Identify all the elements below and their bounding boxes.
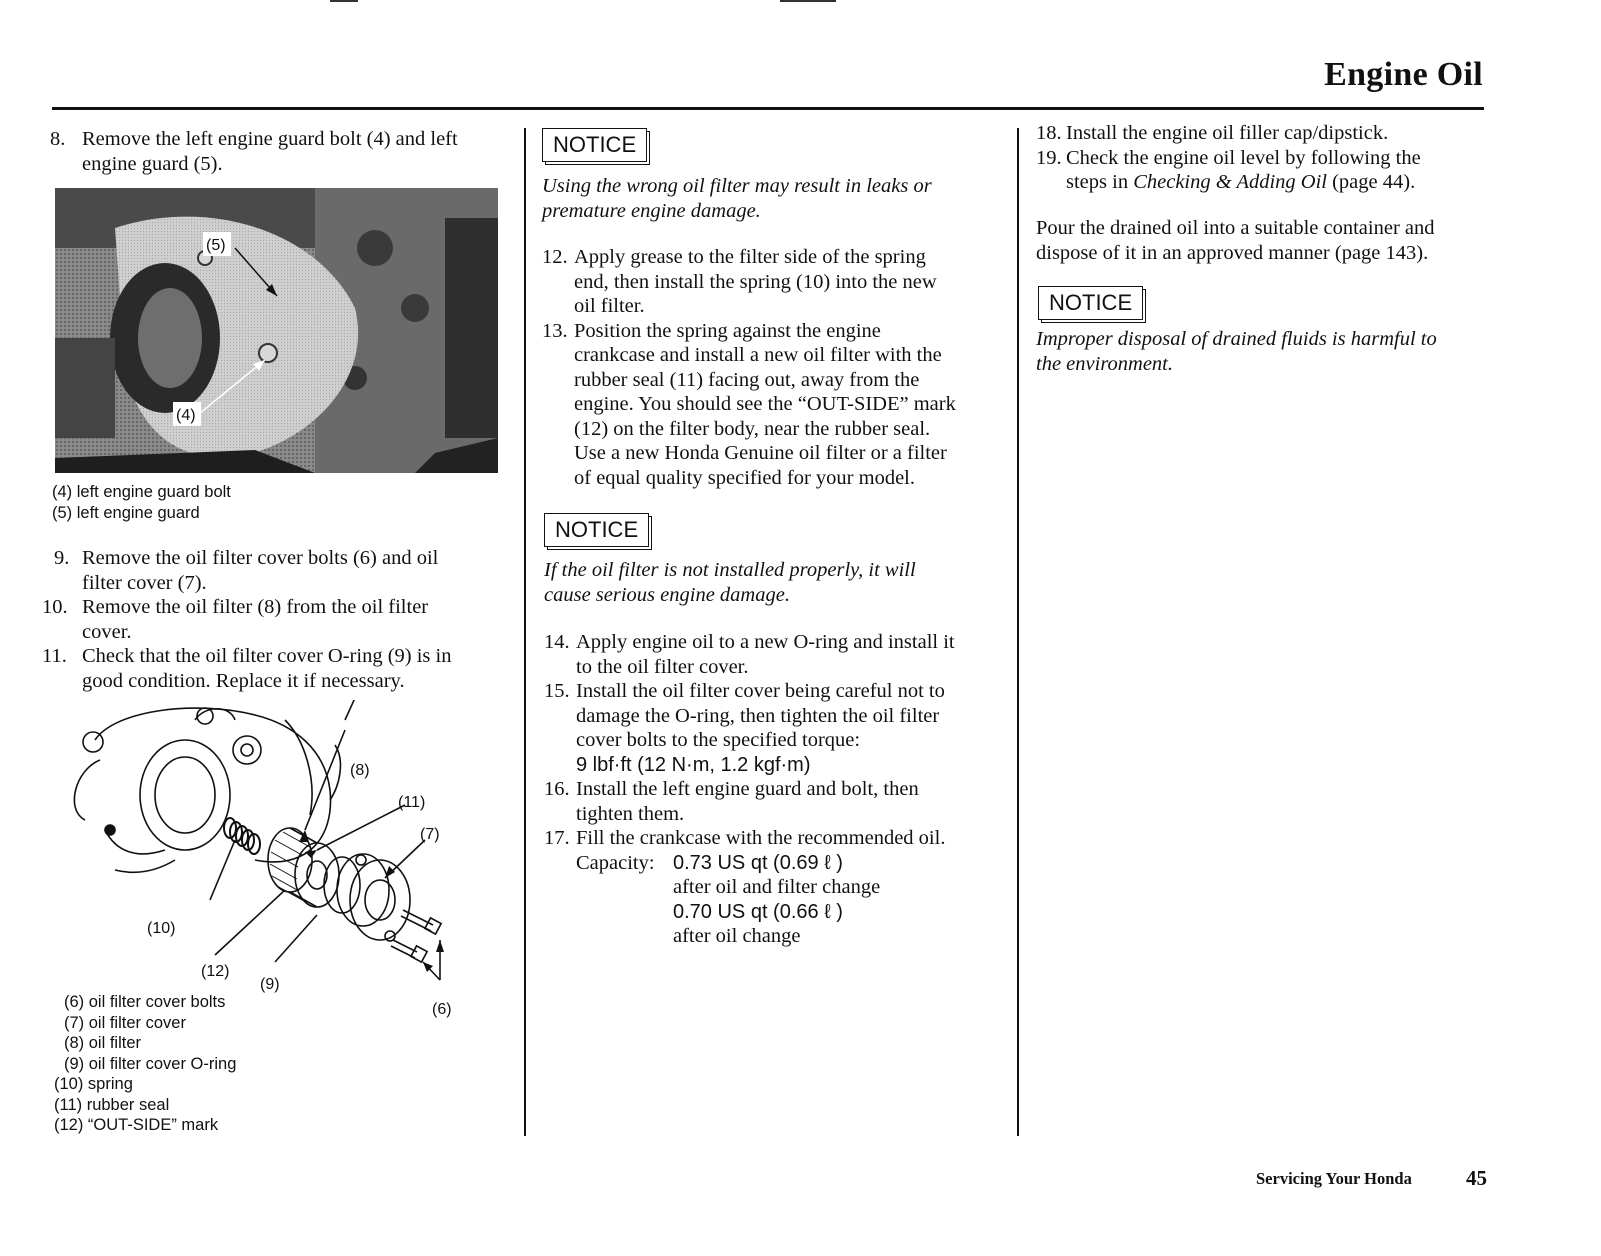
step-text: Install the oil filter cover being careful not to bbox=[576, 680, 945, 702]
steps-18-19 bbox=[1036, 121, 1496, 195]
torque-spec: 9 lbf·ft (12 N·m, 1.2 kgf·m) bbox=[576, 753, 811, 776]
engine-guard-photo-image bbox=[55, 188, 498, 473]
page-number: 45 bbox=[1466, 1166, 1487, 1190]
capacity-label: Capacity: bbox=[576, 851, 655, 874]
step-number: 17. bbox=[544, 827, 570, 849]
notice-label: NOTICE bbox=[1038, 286, 1143, 320]
step-text: Fill the crankcase with the recommended oil. bbox=[576, 827, 946, 849]
notice-text: Using the wrong oil filter may result in leaks or bbox=[542, 175, 932, 197]
notice-label: NOTICE bbox=[544, 513, 649, 547]
caption-item: (4) left engine guard bolt bbox=[52, 483, 231, 501]
step-8 bbox=[50, 127, 510, 176]
capacity-value-1: 0.73 US qt (0.69 ℓ ) bbox=[673, 851, 843, 874]
caption-item: (7) oil filter cover bbox=[64, 1013, 186, 1032]
step-number: 8. bbox=[50, 128, 66, 150]
capacity-value-2: 0.70 US qt (0.66 ℓ ) bbox=[673, 900, 843, 923]
steps-14-17 bbox=[544, 630, 1004, 949]
photo-label-4: (4) bbox=[176, 407, 196, 424]
notice-1 bbox=[542, 128, 647, 162]
notice-1-text bbox=[542, 174, 1002, 223]
header-rule bbox=[52, 107, 1484, 110]
step-number: 18. bbox=[1036, 122, 1062, 144]
step-text: end, then install the spring (10) into the new bbox=[574, 270, 937, 293]
step-text: Remove the oil filter (8) from the oil filter bbox=[82, 596, 429, 618]
step-text: engine. You should see the “OUT-SIDE” mark bbox=[574, 393, 956, 415]
notice-text: If the oil filter is not installed properly, it will bbox=[544, 559, 916, 581]
caption-item: (10) spring bbox=[54, 1075, 133, 1093]
step-text: oil filter. bbox=[574, 295, 645, 317]
notice-label: NOTICE bbox=[542, 128, 647, 162]
step-text: to the oil filter cover. bbox=[576, 655, 749, 678]
step-number: 11. bbox=[42, 645, 67, 667]
step-text bbox=[1066, 170, 1496, 195]
footer-section: Servicing Your Honda bbox=[1256, 1169, 1412, 1188]
step-number: 15. bbox=[544, 680, 570, 702]
step-text: engine guard (5). bbox=[82, 152, 223, 175]
caption-item: (12) “OUT-SIDE” mark bbox=[54, 1116, 219, 1134]
diagram-label-8: (8) bbox=[350, 762, 370, 779]
notice-3 bbox=[1038, 286, 1143, 320]
step-text: of equal quality specified for your model. bbox=[574, 466, 915, 489]
caption-item: (6) oil filter cover bolts bbox=[64, 993, 226, 1011]
step-text: damage the O-ring, then tighten the oil filter bbox=[576, 704, 940, 727]
caption-item: (5) left engine guard bbox=[52, 503, 200, 522]
step-text: Check that the oil filter cover O-ring (9) is in bbox=[82, 645, 452, 667]
step-number: 14. bbox=[544, 631, 570, 653]
photo-captions bbox=[52, 482, 492, 523]
notice-3-text bbox=[1036, 327, 1506, 376]
step-number: 9. bbox=[54, 547, 70, 569]
capacity-note-2: after oil change bbox=[673, 925, 801, 947]
step-text: filter cover (7). bbox=[82, 571, 207, 594]
caption-item: (9) oil filter cover O-ring bbox=[64, 1054, 237, 1073]
step-text: Position the spring against the engine bbox=[574, 319, 881, 342]
step-text: Remove the oil filter cover bolts (6) and oil bbox=[82, 547, 439, 569]
step-text: Install the engine oil filler cap/dipstick. bbox=[1066, 122, 1389, 144]
notice-2 bbox=[544, 513, 649, 547]
notice-text: Improper disposal of drained fluids is harmful to bbox=[1036, 328, 1437, 350]
diagram-label-7: (7) bbox=[420, 826, 440, 843]
capacity-note-1: after oil and filter change bbox=[673, 876, 881, 898]
diagram-label-6: (6) bbox=[432, 1001, 452, 1018]
step-text: Install the left engine guard and bolt, then bbox=[576, 778, 919, 800]
step-text: cover bolts to the specified torque: bbox=[576, 729, 861, 751]
step-text: Apply engine oil to a new O-ring and install it bbox=[576, 631, 955, 653]
step-number: 10. bbox=[42, 596, 68, 618]
step-text: crankcase and install a new oil filter with the bbox=[574, 344, 942, 366]
notice-text: the environment. bbox=[1036, 352, 1174, 375]
caption-item: (11) rubber seal bbox=[54, 1095, 170, 1114]
step-text: Use a new Honda Genuine oil filter or a filter bbox=[574, 442, 947, 464]
step-number: 19. bbox=[1036, 146, 1062, 169]
column-divider-2 bbox=[1017, 128, 1019, 1136]
diagram-label-10: (10) bbox=[147, 920, 176, 937]
oil-filter-diagram bbox=[55, 700, 500, 1030]
steps-9-11 bbox=[42, 546, 510, 693]
step-text: Remove the left engine guard bolt (4) and left bbox=[82, 128, 458, 150]
step-text-part: (page 44). bbox=[1326, 171, 1416, 193]
diagram-label-9: (9) bbox=[260, 976, 280, 993]
diagram-label-12: (12) bbox=[201, 963, 230, 980]
step-text: cover. bbox=[82, 620, 132, 643]
notice-text: premature engine damage. bbox=[542, 199, 761, 222]
scan-mark-left bbox=[330, 0, 358, 2]
photo-label-5: (5) bbox=[206, 237, 226, 254]
disposal-paragraph bbox=[1036, 216, 1506, 265]
step-text: (12) on the filter body, near the rubber seal. bbox=[574, 417, 931, 440]
notice-2-text bbox=[544, 558, 1004, 607]
oil-filter-exploded-view bbox=[55, 700, 500, 1030]
scan-mark-right bbox=[780, 0, 836, 2]
page-title: Engine Oil bbox=[1324, 56, 1483, 93]
step-number: 13. bbox=[542, 319, 568, 342]
caption-item: (8) oil filter bbox=[64, 1034, 142, 1052]
step-text-part: steps in bbox=[1066, 171, 1134, 193]
steps-12-13 bbox=[542, 245, 1002, 490]
step-text: tighten them. bbox=[576, 802, 685, 825]
page-reference-title: Checking & Adding Oil bbox=[1133, 171, 1327, 193]
notice-text: cause serious engine damage. bbox=[544, 583, 790, 606]
paragraph-line: dispose of it in an approved manner (page 143). bbox=[1036, 241, 1429, 264]
step-text: rubber seal (11) facing out, away from the bbox=[574, 368, 920, 391]
step-number: 16. bbox=[544, 778, 570, 800]
diagram-captions bbox=[54, 992, 354, 1136]
step-text: good condition. Replace it if necessary. bbox=[82, 669, 405, 692]
diagram-label-11: (11) bbox=[398, 794, 426, 811]
step-number: 12. bbox=[542, 246, 568, 268]
engine-guard-photo bbox=[55, 188, 498, 473]
step-text: Check the engine oil level by following the bbox=[1066, 146, 1421, 169]
step-text: Apply grease to the filter side of the spring bbox=[574, 246, 926, 268]
paragraph-line: Pour the drained oil into a suitable container and bbox=[1036, 217, 1435, 239]
column-divider-1 bbox=[524, 128, 526, 1136]
